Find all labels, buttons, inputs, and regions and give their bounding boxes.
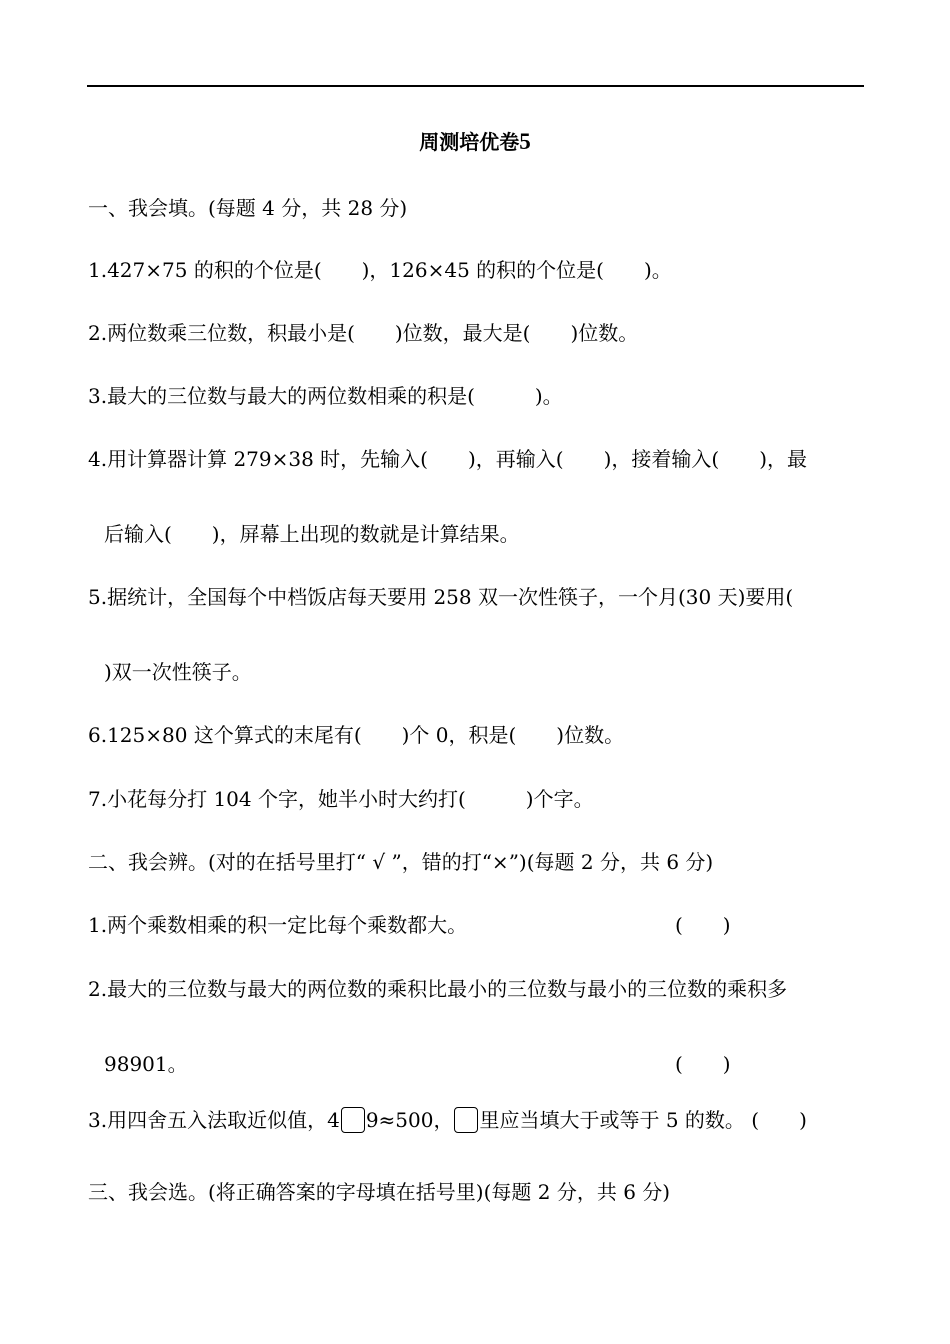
blank-digit-box [341,1107,365,1133]
blank-digit-box-reference [454,1107,478,1133]
section1-question-5-line-2: )双一次性筷子。 [104,660,252,684]
section2-question-3 [88,1106,807,1134]
section2-question-3-part-1: 3.用四舍五入法取近似值，4 [88,1108,340,1132]
section2-question-1: 1.两个乘数相乘的积一定比每个乘数都大。 [88,913,468,937]
section1-question-5-line-1: 5.据统计，全国每个中档饭店每天要用 258 双一次性筷子，一个月(30 天)要用( [88,585,794,609]
section2-question-3-part-3: 里应当填大于或等于 5 的数。 ( ) [479,1108,807,1132]
section1-heading: 一、我会填。(每题 4 分，共 28 分) [88,196,408,220]
section2-question-3-part-2: 9≈500， [365,1108,454,1132]
section1-question-7: 7.小花每分打 104 个字，她半小时大约打( )个字。 [88,787,594,811]
section3-heading: 三、我会选。(将正确答案的字母填在括号里)(每题 2 分，共 6 分) [88,1180,671,1204]
title-number: 5 [519,129,531,154]
section1-question-4-line-2: 后输入( )，屏幕上出现的数就是计算结果。 [104,522,520,546]
title-text: 周测培优卷 [419,130,520,154]
section2-question-2-answer-bracket: ( ) [675,1052,731,1076]
section2-question-2-line-2: 98901。 [104,1052,188,1076]
section1-question-4-line-1: 4.用计算器计算 279×38 时，先输入( )，再输入( )，接着输入( )，最 [88,447,807,471]
section1-question-6: 6.125×80 这个算式的末尾有( )个 0，积是( )位数。 [88,723,625,747]
section1-question-3: 3.最大的三位数与最大的两位数相乘的积是( )。 [88,384,563,408]
section2-question-1-answer-bracket: ( ) [675,913,731,937]
page-title [0,128,950,156]
section2-heading: 二、我会辨。(对的在括号里打“ √ ”，错的打“×”)(每题 2 分，共 6 分) [88,850,714,874]
top-rule [87,85,864,87]
section1-question-1: 1.427×75 的积的个位是( )，126×45 的积的个位是( )。 [88,258,672,282]
section2-question-2-line-1: 2.最大的三位数与最大的两位数的乘积比最小的三位数与最小的三位数的乘积多 [88,977,788,1001]
section1-question-2: 2.两位数乘三位数，积最小是( )位数，最大是( )位数。 [88,321,639,345]
